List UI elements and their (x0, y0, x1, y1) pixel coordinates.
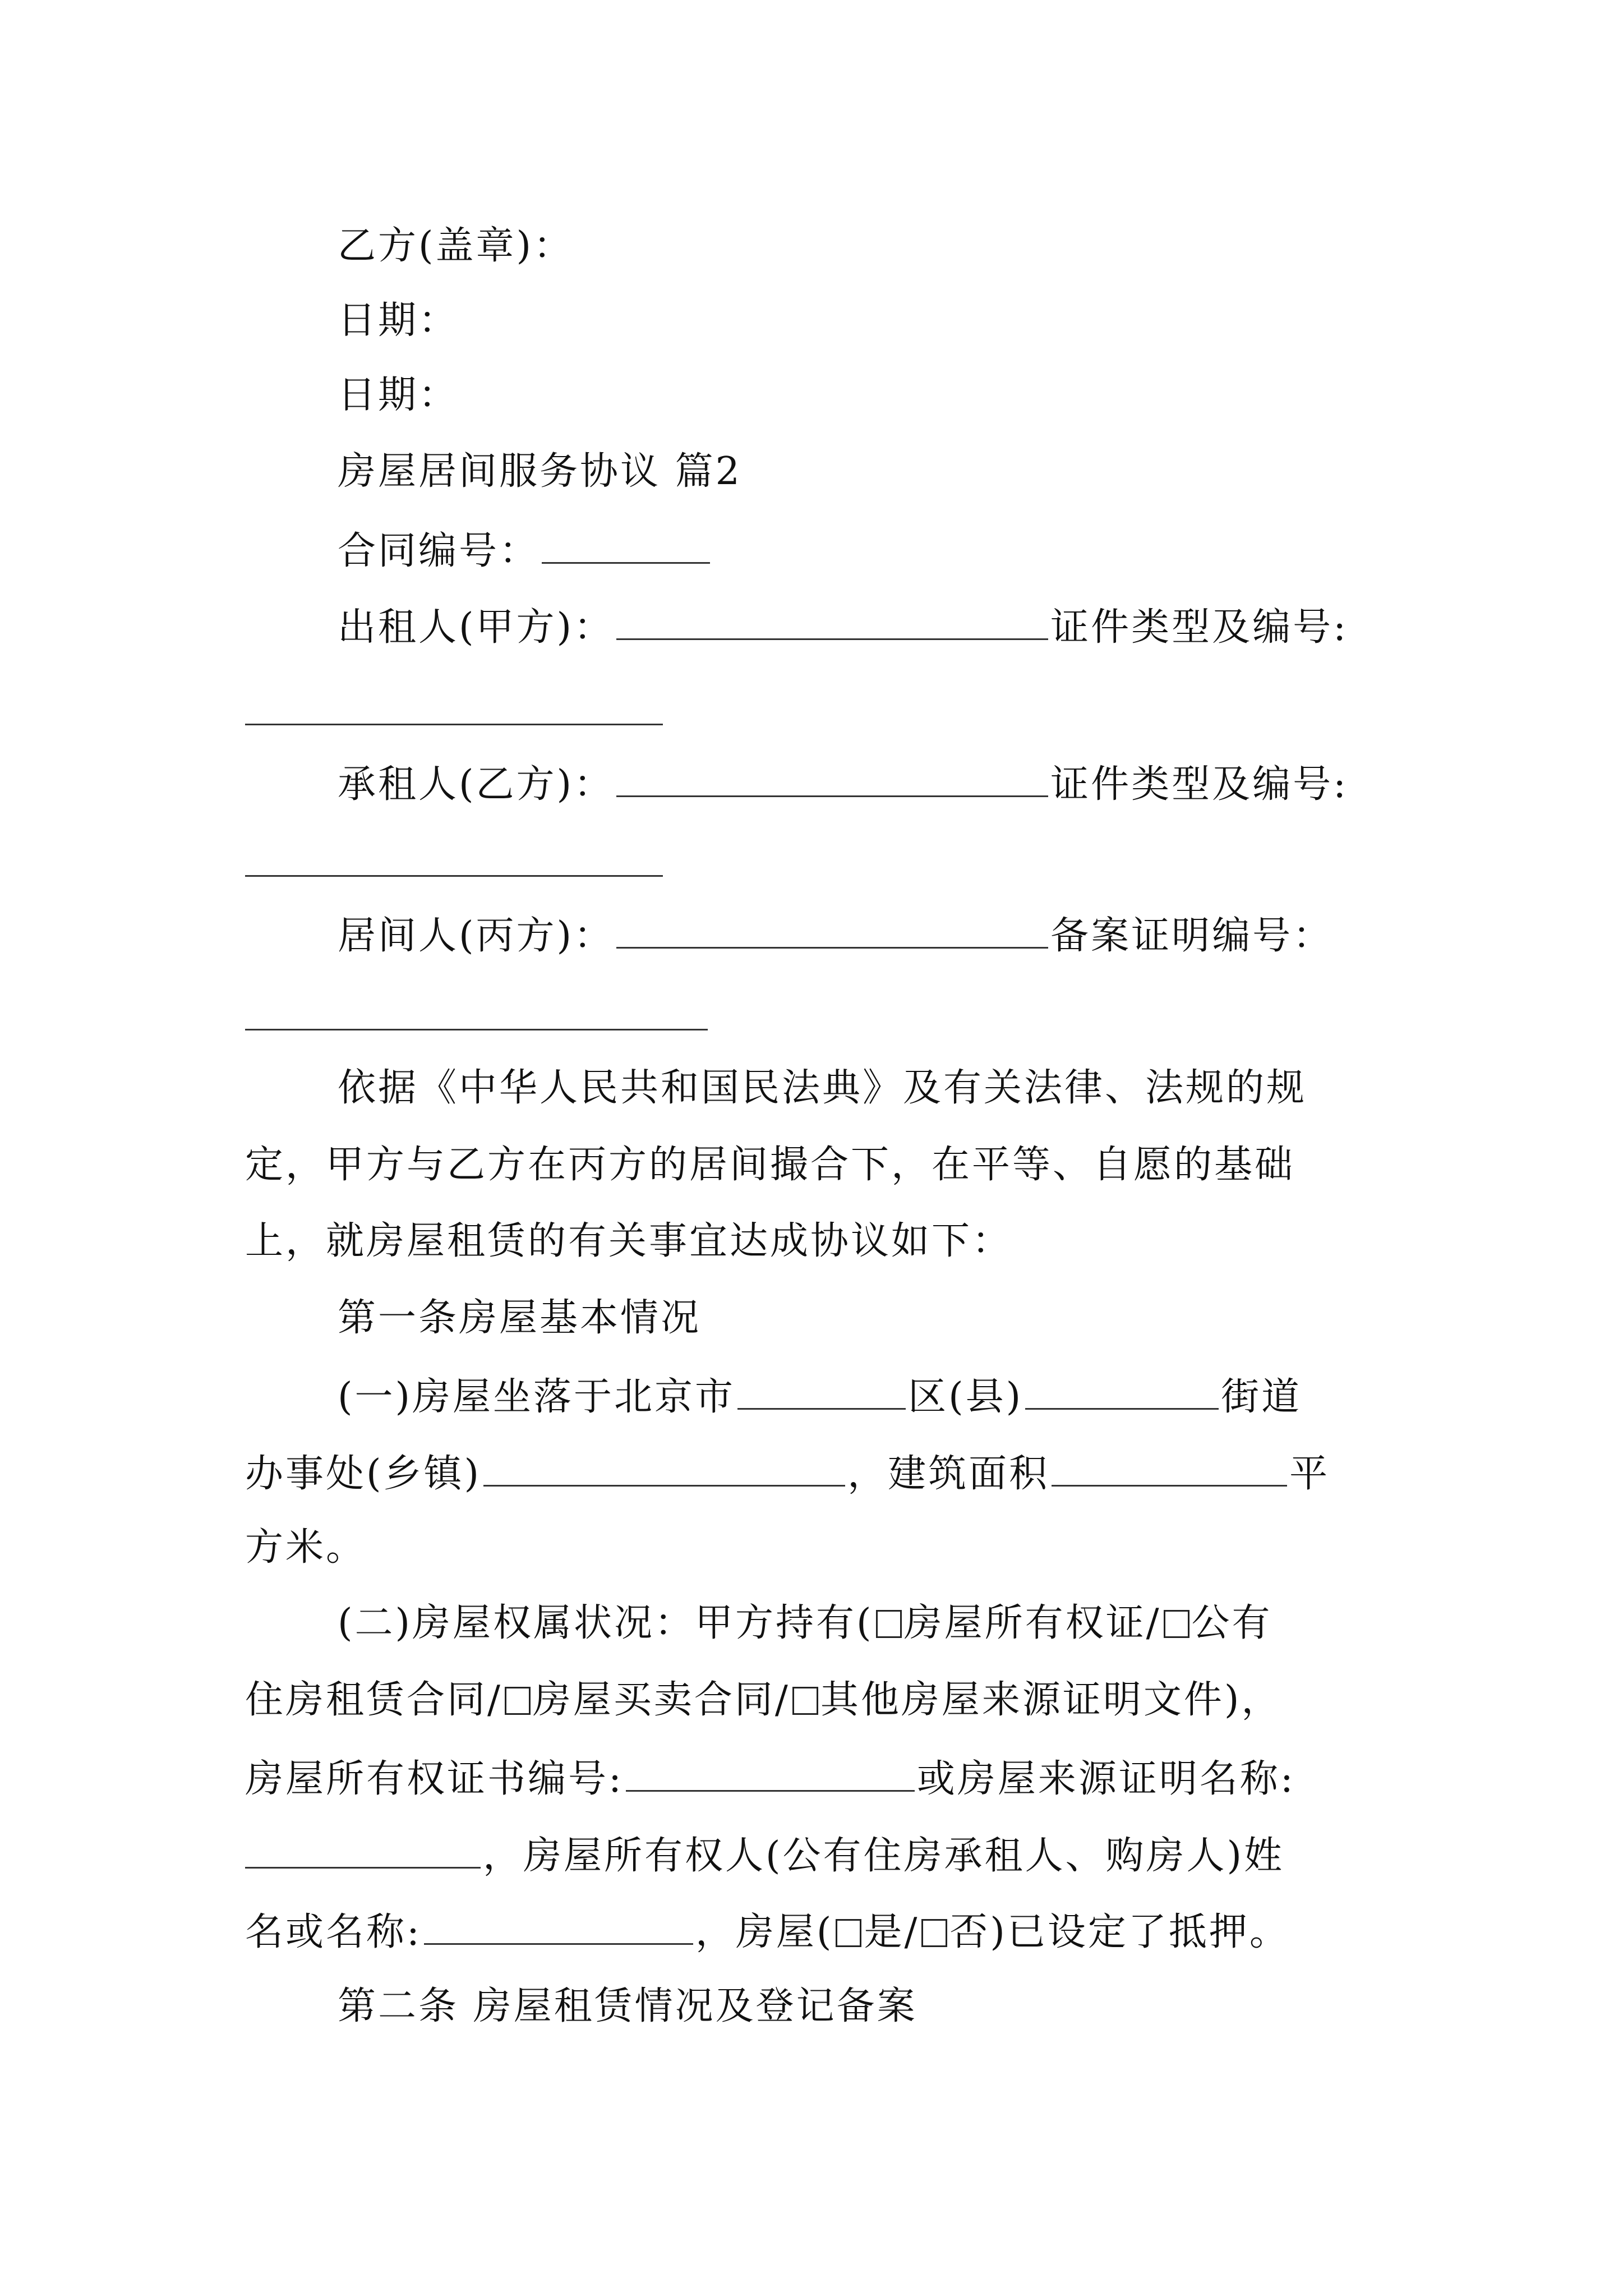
ownership-text: (二)房屋权属状况：甲方持有( (338, 1601, 874, 1645)
intro-line-1: 依据《中华人民共和国民法典》及有关法律、法规的规 (338, 1066, 1307, 1110)
district-text: 区(县) (908, 1375, 1023, 1419)
lessor-label: 出租人(甲方)： (338, 605, 615, 650)
article-1-para-2-line-1 (338, 1601, 1272, 1645)
lessee-line (338, 762, 1348, 807)
cert-number-blank (626, 1757, 915, 1792)
lease-contract-text: 住房租赁合同/ (245, 1678, 502, 1722)
area-text: ，建筑面积 (847, 1452, 1050, 1496)
lessor-id-blank (245, 724, 663, 725)
filing-number-blank (245, 1029, 708, 1030)
article-1-para-2-line-4 (245, 1834, 1285, 1878)
checkbox-ownership-cert[interactable] (876, 1610, 902, 1638)
lessor-name-blank (616, 606, 1048, 640)
date-line-1: 日期： (338, 298, 459, 343)
lessor-line (338, 605, 1348, 650)
date-line-2: 日期： (338, 373, 459, 417)
article-1-para-1-line-1 (338, 1375, 1302, 1419)
article-1-para-1-line-3: 方米。 (245, 1525, 367, 1570)
party-b-seal-line: 乙方(盖章)： (338, 224, 574, 268)
broker-line (338, 914, 1334, 958)
mortgage-text: ，房屋( (695, 1910, 834, 1954)
sale-contract-text: 房屋买卖合同/ (532, 1678, 790, 1722)
source-name-blank (245, 1834, 481, 1869)
area-blank (1052, 1452, 1287, 1487)
other-source-text: 其他房屋来源证明文件)， (820, 1678, 1282, 1722)
intro-line-2: 定，甲方与乙方在丙方的居间撮合下，在平等、自愿的基础 (245, 1143, 1295, 1187)
owner-name-blank (424, 1911, 693, 1945)
article-1-para-2-line-3 (245, 1757, 1295, 1801)
district-blank (737, 1375, 906, 1410)
street-text: 街道 (1221, 1375, 1302, 1419)
article-1-title: 第一条房屋基本情况 (338, 1296, 702, 1340)
office-blank (483, 1452, 845, 1487)
office-text: 办事处(乡镇) (245, 1452, 482, 1496)
area-unit-1: 平 (1289, 1452, 1330, 1496)
street-blank (1025, 1375, 1219, 1410)
checkbox-other-source[interactable] (792, 1687, 818, 1715)
cert-number-label: 房屋所有权证书编号: (245, 1757, 624, 1801)
lessee-id-label: 证件类型及编号: (1050, 762, 1348, 807)
agreement-heading: 房屋居间服务协议 篇2 (338, 449, 742, 494)
location-city-text: (一)房屋坐落于北京市 (338, 1375, 736, 1419)
lessee-label: 承租人(乙方)： (338, 762, 615, 807)
mortgage-no-text: 否)已设定了抵押。 (949, 1910, 1290, 1954)
mortgage-yes-text: 是/ (864, 1910, 920, 1954)
checkbox-mortgage-no[interactable] (921, 1919, 947, 1947)
article-1-para-1-line-2 (245, 1452, 1330, 1496)
contract-number-label: 合同编号： (338, 529, 540, 573)
contract-number-blank (542, 530, 710, 564)
broker-label: 居间人(丙方)： (338, 914, 615, 958)
checkbox-mortgage-yes[interactable] (836, 1919, 861, 1947)
broker-name-blank (616, 914, 1048, 949)
article-2-title: 第二条 房屋租赁情况及登记备案 (338, 1984, 917, 2028)
public-housing-text: 公有 (1191, 1601, 1272, 1645)
article-1-para-2-line-2 (245, 1678, 1282, 1722)
filing-number-label: 备案证明编号： (1050, 914, 1334, 958)
checkbox-sale-contract[interactable] (505, 1687, 531, 1715)
contract-number-line (338, 529, 712, 573)
ownership-cert-text: 房屋所有权证/ (903, 1601, 1161, 1645)
lessee-name-blank (616, 763, 1048, 797)
lessor-id-label: 证件类型及编号: (1050, 605, 1348, 650)
article-1-para-2-line-5 (245, 1911, 1290, 1952)
owner-name-label: 名或名称: (245, 1910, 422, 1954)
owner-label: ，房屋所有权人(公有住房承租人、购房人)姓 (483, 1834, 1285, 1878)
source-name-label: 或房屋来源证明名称: (916, 1757, 1295, 1801)
lessee-id-blank (245, 875, 663, 877)
intro-line-3: 上，就房屋租赁的有关事宜达成协议如下： (245, 1219, 1013, 1263)
checkbox-public-housing[interactable] (1164, 1610, 1189, 1638)
